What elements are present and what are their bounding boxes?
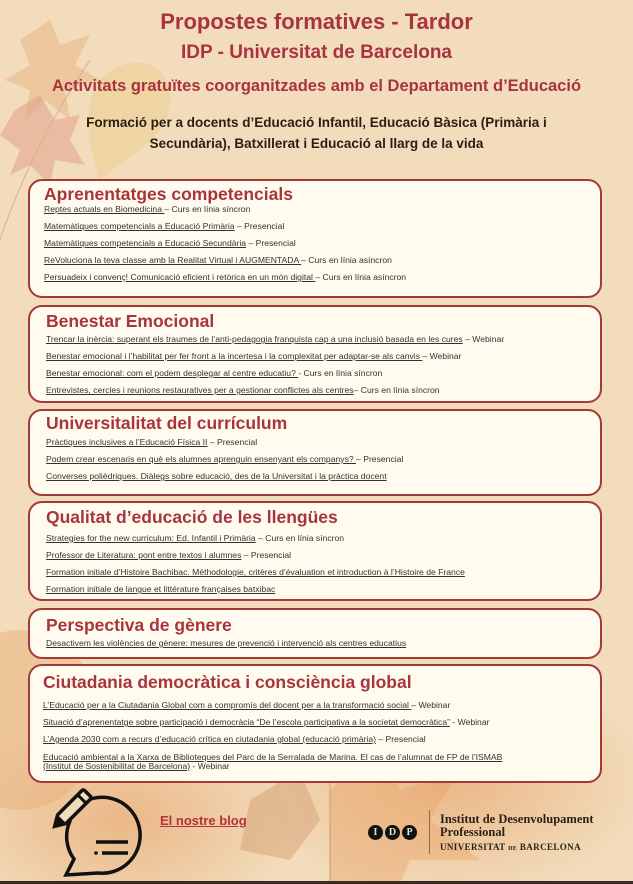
page-title: Propostes formatives - Tardor [160, 9, 473, 34]
list-item [43, 700, 600, 710]
course-link[interactable]: ReVoluciona la teva classe amb la Realitat Virtual i AUGMENTADA [44, 255, 302, 265]
list-item [46, 368, 600, 378]
course-mode: - Curs en línia síncron [298, 368, 383, 378]
course-mode: – Curs en línia asíncron [301, 255, 392, 265]
course-mode: – Curs en línia asíncron [315, 272, 407, 282]
list-item [46, 351, 600, 361]
section-title: Qualitat d’educació de les llengües [46, 507, 338, 527]
list-item [46, 638, 600, 648]
section-title: Universitalitat del currículum [46, 413, 288, 433]
course-link[interactable]: Strategies for the new curriculum: Ed. Infantil i Primària [46, 533, 256, 543]
section-ciutadania-democratica [28, 664, 602, 783]
list-item [43, 717, 600, 727]
course-mode: – Curs en línia síncron [164, 204, 251, 214]
list-item [46, 454, 600, 464]
section-qualitat-llengues [28, 501, 602, 601]
course-mode: – Curs en línia síncron [353, 385, 440, 395]
course-link[interactable]: Podem crear escenaris en què els alumnes aprenguin ensenyant els companys? [46, 454, 357, 464]
logo-letter-i: I [368, 825, 383, 840]
section-title: Benestar Emocional [46, 311, 215, 331]
list-item [44, 238, 600, 248]
course-link[interactable]: Pràctiques inclusives a l’Educació Física II [46, 437, 208, 447]
list-item [46, 550, 600, 560]
course-link[interactable]: Professor de Literatura: pont entre textos i alumnes [46, 550, 242, 560]
leaf-icon [5, 20, 100, 120]
logo-divider [429, 810, 430, 854]
course-link[interactable]: Entrevistes, cercles i reunions restauratives per a gestionar conflictes als centres [46, 385, 354, 395]
list-item [46, 334, 600, 344]
page-tagline: Activitats gratuïtes coorganitzades amb el Departament d’Educació [51, 77, 582, 95]
course-link[interactable]: Matemàtiques competencials a Educació Primària [44, 221, 235, 231]
course-link[interactable]: Desactivem les violències de gènere: mesures de prevenció i intervenció als centres educatius [46, 638, 407, 648]
logo-text [440, 813, 594, 852]
logo-letter-d: D [385, 825, 400, 840]
course-link[interactable]: Benestar emocional: com el podem desplegar al centre educatiu? [46, 368, 299, 378]
list-item [43, 753, 600, 770]
course-mode: – Webinar [422, 351, 462, 361]
course-mode: - Webinar [190, 760, 230, 771]
section-universitalitat-curriculum [28, 409, 602, 496]
course-mode: – Curs en línia síncron [255, 533, 345, 543]
list-item [46, 533, 600, 543]
section-title: Ciutadania democràtica i consciència global [43, 672, 412, 692]
logo-line-professional: Professional [440, 824, 506, 839]
course-link[interactable]: Reptes actuals en Biomedicina [44, 204, 165, 214]
logo-line-university [440, 842, 594, 852]
section-title: Aprenentatges competencials [44, 184, 293, 204]
blog-chat-pencil-icon[interactable] [52, 785, 144, 879]
list-item [46, 567, 600, 577]
list-item [44, 272, 600, 282]
course-mode: – Presencial [241, 550, 292, 560]
list-item [46, 584, 600, 594]
idp-ub-logo [368, 810, 594, 854]
course-mode: – Presencial [375, 734, 426, 744]
course-link[interactable]: Formation initiale d’Histoire Bachibac. Méthodologie, critères d’évaluation et introduction à l’Histoire de France [46, 567, 465, 577]
course-link[interactable]: Trencar la inèrcia: superant els traumes de l’anti-pedagogia franquista cap a una inclusió basada en les cures [46, 334, 463, 344]
course-link[interactable]: L’Agenda 2030 com a recurs d’educació crítica en ciutadania global (educació primària) [43, 734, 376, 744]
list-item [44, 204, 600, 214]
course-link[interactable]: Educació ambiental a la Xarxa de Biblioteques del Parc de la Serralada de Marina. El cas de l’alumnat de FP de l’ISMAB [43, 752, 503, 762]
list-item [44, 255, 600, 265]
course-mode: – Webinar [411, 700, 451, 710]
course-link[interactable]: Situació d’aprenentatge sobre participació i democràcia “De l’escola participativa a la societat democràtica” [43, 717, 450, 727]
section-perspectiva-genere [28, 608, 602, 659]
course-link[interactable]: L’Educació per a la Ciutadania Global com a compromís del docent per a la transformació social [43, 700, 412, 710]
course-link[interactable]: Formation initiale de langue et littérature françaises batxibac [46, 584, 276, 594]
page-subtitle: IDP - Universitat de Barcelona [180, 42, 453, 63]
list-item [44, 221, 600, 231]
course-mode: – Webinar [462, 334, 505, 344]
course-mode: – Presencial [234, 221, 285, 231]
course-link[interactable]: Converses polièdriques. Diàlegs sobre educació, des de la Universitat i la pràctica docent [46, 471, 387, 481]
course-mode: - Webinar [449, 717, 490, 727]
course-link[interactable]: Persuadeix i convenç! Comunicació eficient i retòrica en un món digital [44, 272, 316, 282]
course-mode: – Presencial [356, 454, 404, 464]
idp-logo-mark [368, 825, 417, 840]
course-mode: – Presencial [207, 437, 258, 447]
list-item [46, 385, 600, 395]
course-link-continued[interactable]: (Institut de Sostenibilitat de Barcelona) [43, 760, 191, 771]
list-item [43, 734, 600, 744]
blog-link[interactable]: El nostre blog [160, 813, 247, 828]
audience-description: Formació per a docents d’Educació Infantil, Educació Bàsica (Primària i Secundària), Batxillerat i Educació al llarg de la vida [86, 115, 547, 151]
logo-barcelona-word: BARCELONA [517, 841, 581, 852]
section-benestar-emocional [28, 305, 602, 403]
section-aprenentatges-competencials [28, 179, 602, 298]
course-link[interactable]: Benestar emocional i l’habilitat per fer front a la incertesa i la complexitat per adaptar-se als canvis [46, 351, 423, 361]
logo-university-word: UNIVERSITAT [440, 841, 509, 852]
logo-de-word: DE [508, 845, 518, 852]
course-mode: – Presencial [246, 238, 296, 248]
list-item [46, 471, 600, 481]
logo-letter-p: P [402, 825, 417, 840]
section-title: Perspectiva de gènere [46, 615, 232, 635]
logo-line-institute: Institut de Desenvolupament [440, 811, 594, 826]
list-item [46, 437, 600, 447]
course-link[interactable]: Matemàtiques competencials a Educació Secundària [44, 238, 247, 248]
